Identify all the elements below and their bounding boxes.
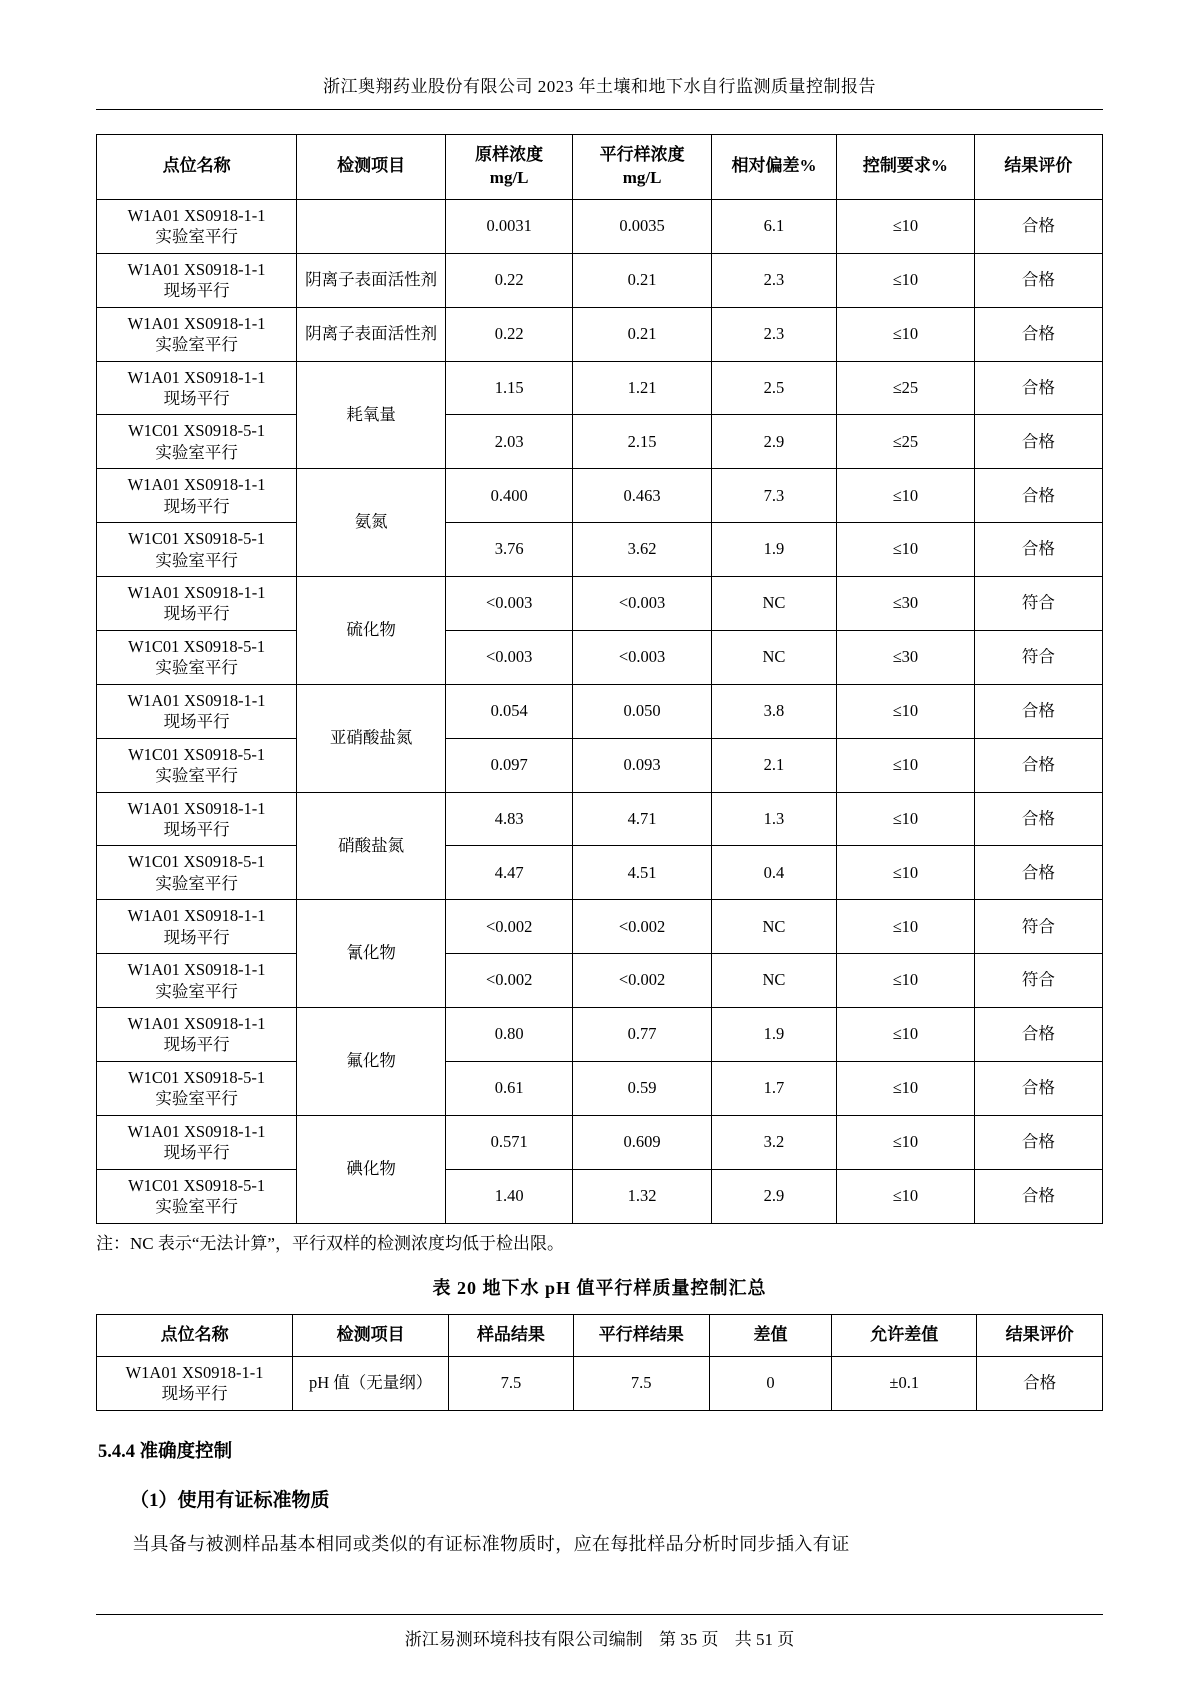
cell-item: 氟化物	[297, 1008, 446, 1116]
cell-site-line2: 实验室平行	[155, 1089, 238, 1109]
cell-item	[297, 199, 446, 253]
cell-site-line2: 实验室平行	[155, 550, 238, 570]
cell-site	[97, 954, 297, 1008]
cell-v2: 4.51	[573, 846, 712, 900]
cell-item: 硝酸盐氮	[297, 792, 446, 900]
cell-site-line1: W1A01 XS0918-1-1	[127, 259, 266, 279]
cell-site	[97, 577, 297, 631]
cell-item: 硫化物	[297, 577, 446, 685]
cell-req: ≤10	[837, 253, 975, 307]
cell-dev: 0.4	[711, 846, 836, 900]
cell-dev: 3.2	[711, 1115, 836, 1169]
cell-site-line1: W1A01 XS0918-1-1	[127, 906, 266, 926]
cell-dev: 1.7	[711, 1061, 836, 1115]
cell-site-line2: 实验室平行	[155, 1197, 238, 1217]
cell-dev: 2.5	[711, 361, 836, 415]
cell-v2: 4.71	[573, 792, 712, 846]
cell-site	[97, 846, 297, 900]
cell-site	[97, 199, 297, 253]
cell-site-line1: W1A01 XS0918-1-1	[127, 1014, 266, 1033]
cell-v2: <0.003	[573, 577, 712, 631]
cell-site-line1: W1A01 XS0918-1-1	[127, 960, 266, 980]
cell-site	[97, 307, 297, 361]
cell-res: 合格	[974, 792, 1102, 846]
cell-site	[97, 738, 297, 792]
cell-item: pH 值（无量纲）	[293, 1356, 449, 1410]
cell-site-line2: 现场平行	[163, 819, 230, 839]
cell-res: 合格	[974, 523, 1102, 577]
cell-item: 耗氧量	[297, 361, 446, 469]
cell-res: 合格	[974, 1008, 1102, 1062]
table-row	[97, 1169, 1103, 1223]
cell-site-line2: 实验室平行	[155, 658, 238, 678]
cell-res: 合格	[974, 361, 1102, 415]
section-heading: 5.4.4 准确度控制	[98, 1441, 233, 1462]
cell-req: ≤30	[837, 577, 975, 631]
cell-v2: 0.21	[573, 253, 712, 307]
col-header-relative-deviation: 相对偏差%	[711, 135, 836, 200]
cell-v1: 3.76	[446, 523, 573, 577]
cell-dev: NC	[711, 577, 836, 631]
cell-res: 符合	[974, 630, 1102, 684]
cell-v1: <0.003	[446, 577, 573, 631]
cell-res: 符合	[974, 954, 1102, 1008]
table-row	[97, 630, 1103, 684]
col-header-result: 结果评价	[974, 135, 1102, 200]
footer-page-number: 第 35 页	[659, 1630, 719, 1649]
col-header-control-requirement: 控制要求%	[837, 135, 975, 200]
cell-res: 合格	[974, 1169, 1102, 1223]
cell-site-line2: 现场平行	[163, 388, 230, 408]
cell-req: ≤10	[837, 469, 975, 523]
cell-v1: 1.15	[446, 361, 573, 415]
table-row	[97, 523, 1103, 577]
page-header: 浙江奥翔药业股份有限公司 2023 年土壤和地下水自行监测质量控制报告	[96, 0, 1103, 110]
table-row	[97, 469, 1103, 523]
cell-site	[97, 469, 297, 523]
cell-site-line1: W1C01 XS0918-5-1	[128, 1175, 266, 1195]
table-row	[97, 954, 1103, 1008]
col-header-original-conc-l1: 原样浓度	[475, 145, 544, 164]
cell-req: ≤10	[837, 1115, 975, 1169]
cell-site	[97, 523, 297, 577]
table2-header-row	[97, 1315, 1103, 1357]
cell-site-line2: 实验室平行	[155, 227, 238, 247]
t2-col-header-site: 点位名称	[97, 1315, 293, 1357]
table-row	[97, 415, 1103, 469]
t2-col-header-difference: 差值	[709, 1315, 832, 1357]
table2-caption: 表 20 地下水 pH 值平行样质量控制汇总	[432, 1278, 767, 1298]
cell-dev: 2.3	[711, 253, 836, 307]
table-row	[97, 738, 1103, 792]
cell-v1: <0.002	[446, 954, 573, 1008]
cell-site-line1: W1A01 XS0918-1-1	[127, 205, 266, 225]
cell-dev: 1.9	[711, 523, 836, 577]
col-header-item: 检测项目	[297, 135, 446, 200]
cell-req: ≤10	[837, 684, 975, 738]
cell-req: ≤10	[837, 1061, 975, 1115]
cell-site-line2: 实验室平行	[155, 335, 238, 355]
cell-dev: 2.3	[711, 307, 836, 361]
cell-req: ±0.1	[832, 1356, 977, 1410]
cell-site-line1: W1C01 XS0918-5-1	[128, 744, 266, 764]
cell-site	[97, 1061, 297, 1115]
cell-site-line2: 实验室平行	[155, 442, 238, 462]
table-row	[97, 684, 1103, 738]
cell-res: 合格	[974, 469, 1102, 523]
table-row	[97, 1061, 1103, 1115]
cell-v1: 0.054	[446, 684, 573, 738]
cell-dev: NC	[711, 630, 836, 684]
cell-site-line2: 现场平行	[163, 1035, 230, 1055]
table-row	[97, 1008, 1103, 1062]
cell-site-line2: 实验室平行	[155, 981, 238, 1001]
cell-res: 合格	[974, 738, 1102, 792]
cell-dev: NC	[711, 954, 836, 1008]
t2-col-header-result: 结果评价	[977, 1315, 1103, 1357]
col-header-parallel-conc-l1: 平行样浓度	[599, 145, 685, 164]
cell-res: 合格	[974, 253, 1102, 307]
cell-req: ≤10	[837, 846, 975, 900]
cell-site-line2: 实验室平行	[155, 873, 238, 893]
table-header-row	[97, 135, 1103, 200]
cell-site	[97, 630, 297, 684]
cell-site-line2: 现场平行	[163, 604, 230, 624]
table-row	[97, 307, 1103, 361]
cell-v1: 0.400	[446, 469, 573, 523]
cell-site	[97, 253, 297, 307]
table-row	[97, 1356, 1103, 1410]
cell-dev: 2.9	[711, 1169, 836, 1223]
cell-req: ≤10	[837, 792, 975, 846]
cell-v1: 0.80	[446, 1008, 573, 1062]
cell-item: 亚硝酸盐氮	[297, 684, 446, 792]
t2-col-header-parallel-result: 平行样结果	[573, 1315, 709, 1357]
cell-dev: 3.8	[711, 684, 836, 738]
section-sub-heading: （1）使用有证标准物质	[130, 1489, 330, 1511]
cell-site-line1: W1A01 XS0918-1-1	[127, 583, 266, 602]
cell-v2: 1.32	[573, 1169, 712, 1223]
table-row	[97, 361, 1103, 415]
cell-res: 合格	[974, 415, 1102, 469]
cell-v1: 0.22	[446, 307, 573, 361]
table-row	[97, 199, 1103, 253]
cell-site-line1: W1C01 XS0918-5-1	[128, 636, 266, 656]
cell-dev: 0	[709, 1356, 832, 1410]
cell-res: 合格	[974, 1115, 1102, 1169]
cell-v2: 0.463	[573, 469, 712, 523]
table-row	[97, 577, 1103, 631]
col-header-parallel-conc	[573, 135, 712, 200]
table-row	[97, 792, 1103, 846]
t2-col-header-allowed-difference: 允许差值	[832, 1315, 977, 1357]
cell-res: 符合	[974, 577, 1102, 631]
cell-item: 碘化物	[297, 1115, 446, 1223]
cell-res: 符合	[974, 900, 1102, 954]
cell-v1: 4.83	[446, 792, 573, 846]
cell-req: ≤10	[837, 523, 975, 577]
cell-v1: 1.40	[446, 1169, 573, 1223]
cell-v2: 3.62	[573, 523, 712, 577]
table-row	[97, 253, 1103, 307]
t2-col-header-sample-result: 样品结果	[449, 1315, 574, 1357]
cell-req: ≤10	[837, 900, 975, 954]
cell-site-line2: 现场平行	[161, 1384, 228, 1404]
cell-site-line1: W1A01 XS0918-1-1	[127, 798, 266, 818]
cell-item: 阴离子表面活性剂	[297, 253, 446, 307]
cell-v2: 0.77	[573, 1008, 712, 1062]
cell-item: 氰化物	[297, 900, 446, 1008]
cell-dev: 1.3	[711, 792, 836, 846]
page-footer	[96, 1614, 1103, 1650]
cell-v2: 0.093	[573, 738, 712, 792]
parallel-sample-qc-table	[96, 134, 1103, 1224]
cell-v2: 2.15	[573, 415, 712, 469]
cell-v1: <0.003	[446, 630, 573, 684]
cell-v2: 0.59	[573, 1061, 712, 1115]
col-header-parallel-conc-l2: mg/L	[622, 167, 662, 187]
cell-res: 合格	[974, 684, 1102, 738]
cell-v1: 2.03	[446, 415, 573, 469]
cell-site-line1: W1A01 XS0918-1-1	[127, 475, 266, 495]
cell-v1: 0.22	[446, 253, 573, 307]
table-row	[97, 900, 1103, 954]
cell-site-line2: 现场平行	[163, 281, 230, 301]
cell-v1: 4.47	[446, 846, 573, 900]
cell-req: ≤10	[837, 307, 975, 361]
cell-site-line1: W1A01 XS0918-1-1	[127, 1121, 266, 1141]
cell-res: 合格	[977, 1356, 1103, 1410]
table-row	[97, 1115, 1103, 1169]
cell-res: 合格	[974, 307, 1102, 361]
cell-req: ≤10	[837, 199, 975, 253]
cell-site	[97, 792, 297, 846]
cell-v2: 0.050	[573, 684, 712, 738]
cell-site-line2: 现场平行	[163, 927, 230, 947]
cell-v1: 0.097	[446, 738, 573, 792]
cell-dev: 2.1	[711, 738, 836, 792]
cell-site	[97, 684, 297, 738]
table-note: 注：NC 表示“无法计算”，平行双样的检测浓度均低于检出限。	[96, 1233, 564, 1253]
cell-v2: 0.21	[573, 307, 712, 361]
cell-req: ≤30	[837, 630, 975, 684]
page-content	[96, 134, 1103, 1559]
cell-v1: <0.002	[446, 900, 573, 954]
cell-site-line1: W1C01 XS0918-5-1	[128, 852, 266, 872]
cell-req: ≤10	[837, 954, 975, 1008]
cell-site	[97, 1169, 297, 1223]
t2-col-header-item: 检测项目	[293, 1315, 449, 1357]
cell-v1: 0.61	[446, 1061, 573, 1115]
cell-req: ≤25	[837, 415, 975, 469]
cell-v2: 1.21	[573, 361, 712, 415]
col-header-original-conc-l2: mg/L	[489, 167, 529, 187]
cell-site	[97, 1115, 297, 1169]
cell-site-line1: W1A01 XS0918-1-1	[127, 690, 266, 710]
cell-dev: 7.3	[711, 469, 836, 523]
cell-res: 合格	[974, 846, 1102, 900]
cell-res: 合格	[974, 1061, 1102, 1115]
cell-site-line1: W1A01 XS0918-1-1	[125, 1362, 264, 1382]
cell-site	[97, 1008, 297, 1062]
cell-item: 阴离子表面活性剂	[297, 307, 446, 361]
cell-v2: <0.002	[573, 900, 712, 954]
cell-req: ≤10	[837, 1008, 975, 1062]
cell-site-line2: 现场平行	[163, 1143, 230, 1163]
cell-dev: 6.1	[711, 199, 836, 253]
cell-v1: 0.0031	[446, 199, 573, 253]
cell-req: ≤25	[837, 361, 975, 415]
cell-v1: 0.571	[446, 1115, 573, 1169]
cell-site-line2: 现场平行	[163, 712, 230, 732]
cell-v2: 7.5	[573, 1356, 709, 1410]
cell-site-line1: W1A01 XS0918-1-1	[127, 367, 266, 387]
cell-v2: <0.003	[573, 630, 712, 684]
cell-v2: 0.609	[573, 1115, 712, 1169]
cell-item: 氨氮	[297, 469, 446, 577]
cell-req: ≤10	[837, 1169, 975, 1223]
cell-v2: <0.002	[573, 954, 712, 1008]
table-row	[97, 846, 1103, 900]
cell-site-line2: 实验室平行	[155, 766, 238, 786]
cell-site-line1: W1C01 XS0918-5-1	[128, 1067, 266, 1087]
cell-site-line1: W1A01 XS0918-1-1	[127, 313, 266, 333]
cell-dev: NC	[711, 900, 836, 954]
cell-site	[97, 900, 297, 954]
cell-dev: 2.9	[711, 415, 836, 469]
footer-total-pages: 共 51 页	[734, 1630, 795, 1649]
cell-site	[97, 1356, 293, 1410]
cell-site	[97, 361, 297, 415]
cell-v1: 7.5	[449, 1356, 574, 1410]
footer-org: 浙江易测环境科技有限公司编制	[404, 1630, 643, 1649]
cell-site-line1: W1C01 XS0918-5-1	[128, 529, 266, 549]
ph-parallel-qc-table	[96, 1314, 1103, 1411]
cell-site	[97, 415, 297, 469]
cell-site-line2: 现场平行	[163, 496, 230, 516]
cell-req: ≤10	[837, 738, 975, 792]
cell-v2: 0.0035	[573, 199, 712, 253]
col-header-original-conc	[446, 135, 573, 200]
cell-res: 合格	[974, 199, 1102, 253]
cell-dev: 1.9	[711, 1008, 836, 1062]
col-header-site: 点位名称	[97, 135, 297, 200]
section-paragraph: 当具备与被测样品基本相同或类似的有证标准物质时，应在每批样品分析时同步插入有证	[132, 1533, 850, 1554]
cell-site-line1: W1C01 XS0918-5-1	[128, 421, 266, 441]
